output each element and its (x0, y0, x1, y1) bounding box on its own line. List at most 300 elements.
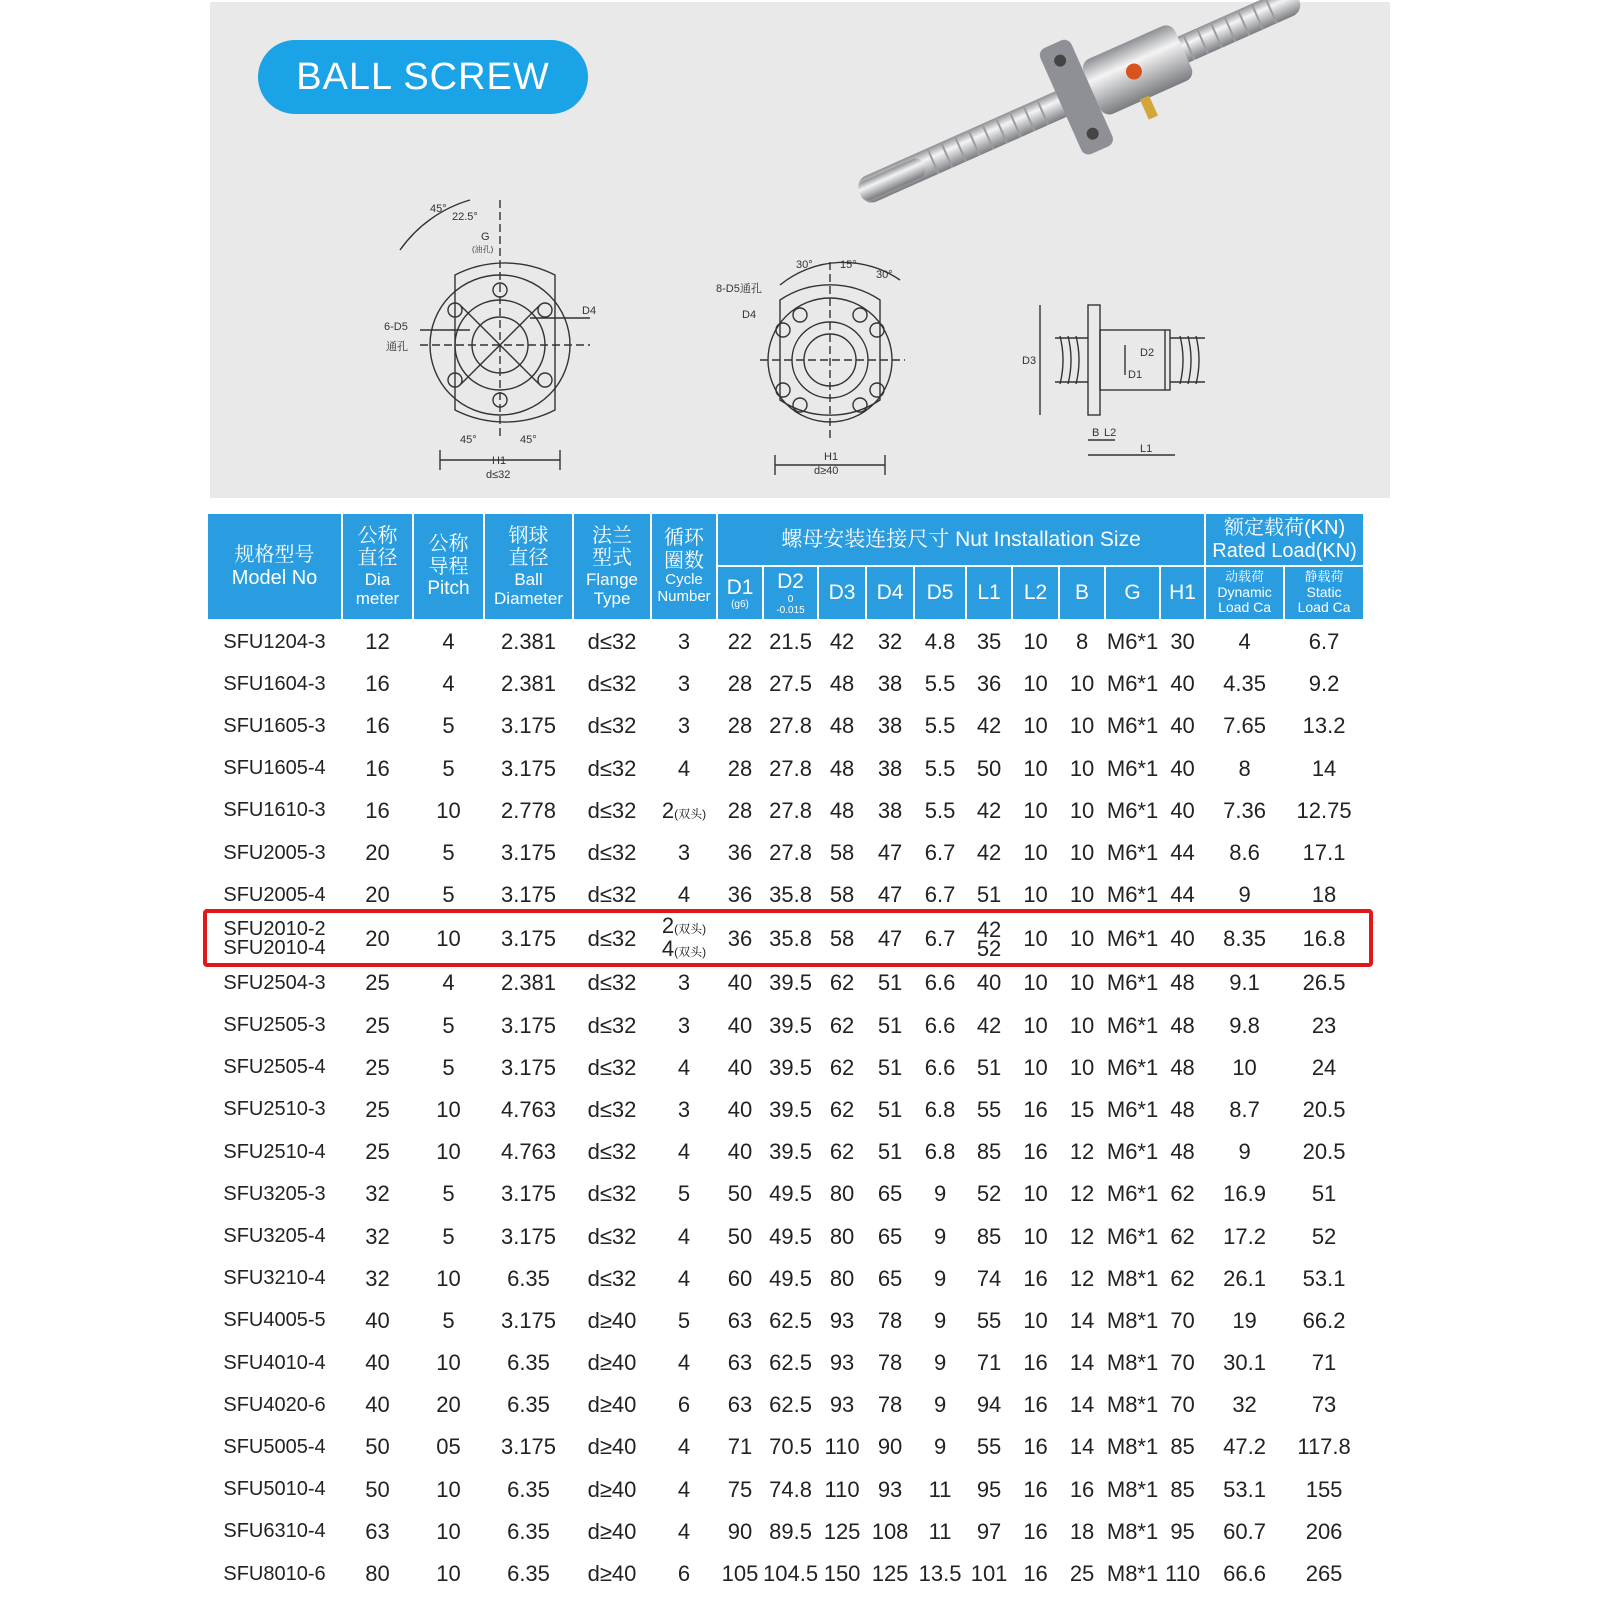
table-cell: 75 (727, 1476, 753, 1502)
table-cell: M8*1 (1106, 1434, 1159, 1460)
table-cell: 95 (1170, 1518, 1195, 1544)
table-cell: 3.175 (500, 713, 557, 739)
table-cell: 51 (976, 882, 1002, 908)
header-text: D1 (726, 575, 754, 599)
model-cell: SFU4010-4 (223, 1351, 326, 1374)
table-cell: M6*1 (1106, 1096, 1159, 1122)
table-cell: 36 (727, 882, 753, 908)
table-cell: 8.6 (1229, 840, 1260, 866)
table-cell: 62 (1170, 1181, 1195, 1207)
table-cell: d≥40 (587, 1307, 637, 1333)
table-row (207, 1131, 1364, 1173)
table-cell: 6.7 (924, 840, 956, 866)
model-cell: SFU2504-3 (223, 971, 326, 994)
table-cell: 38 (877, 755, 903, 781)
table-cell: 49.5 (769, 1265, 812, 1291)
table-row (207, 962, 1364, 1004)
holes-note: 通孔 (386, 341, 408, 353)
table-cell: 3.175 (500, 840, 557, 866)
header-text: Pitch (427, 578, 470, 600)
table-cell: 93 (829, 1392, 855, 1418)
table-cell: 42 (976, 713, 1002, 739)
table-cell: 9 (933, 1223, 947, 1249)
table-cell: d≤32 (587, 840, 637, 866)
table-cell: 4 (677, 1518, 691, 1544)
table-cell: 16 (365, 713, 390, 739)
table-cell: d≤32 (587, 1139, 637, 1165)
table-cell: 10 (1232, 1054, 1257, 1080)
table-cell: 10 (436, 1350, 461, 1376)
table-cell: 51 (877, 1054, 903, 1080)
table-cell: 265 (1305, 1561, 1343, 1587)
table-row (207, 1300, 1364, 1342)
table-cell: 110 (824, 1434, 860, 1460)
table-cell: 5 (442, 840, 455, 866)
table-cell: M8*1 (1106, 1561, 1159, 1587)
table-cell: 35 (976, 629, 1002, 655)
table-cell: 27.5 (769, 671, 812, 697)
table-cell: 150 (823, 1561, 861, 1587)
table-cell: 10 (1023, 1181, 1048, 1207)
table-cell: 28 (727, 797, 753, 823)
table-cell: 65 (877, 1181, 903, 1207)
table-cell: 5.5 (924, 755, 956, 781)
table-row (207, 1384, 1364, 1426)
table-cell: 40 (1170, 713, 1195, 739)
table-cell: 13.5 (918, 1561, 962, 1587)
header-g: G (1105, 566, 1160, 620)
table-cell: 35.8 (769, 882, 812, 908)
table-cell: 6.35 (507, 1518, 550, 1544)
header-model-zh: 规格型号 (234, 544, 315, 567)
table-cell: 05 (436, 1434, 461, 1460)
table-cell: d≥40 (587, 1476, 637, 1502)
table-cell: 20 (365, 840, 390, 866)
table-cell: 62.5 (769, 1350, 812, 1376)
table-cell: 7.65 (1223, 713, 1266, 739)
table-cell: 14 (1069, 1392, 1095, 1418)
header-l2: L2 (1012, 566, 1059, 620)
header-sub: 0 (787, 593, 794, 605)
table-cell: 3.175 (500, 1307, 557, 1333)
b-label: B (1092, 427, 1100, 439)
table-cell: 20 (365, 926, 390, 952)
table-cell: 16 (1023, 1476, 1048, 1502)
table-cell: 4 (677, 1350, 691, 1376)
table-cell: 18 (1311, 882, 1337, 908)
model-cell: SFU2005-3 (223, 841, 326, 864)
table-cell: 3.175 (500, 1223, 557, 1249)
condition-label: d≥40 (814, 465, 839, 477)
table-cell: 13.2 (1302, 713, 1346, 739)
header-text: Dia (364, 569, 391, 589)
table-cell: 39.5 (769, 1012, 812, 1038)
table-cell: 9 (933, 1350, 947, 1376)
table-cell: 52 (976, 1181, 1002, 1207)
table-cell: 58 (829, 840, 855, 866)
header-text: D2 (777, 570, 804, 594)
table-cell: 4 (677, 1139, 691, 1165)
table-cell: 4 (677, 755, 691, 781)
spec-table (206, 512, 1365, 1595)
table-cell: 48 (1170, 1054, 1195, 1080)
table-cell: 20.5 (1302, 1096, 1346, 1122)
table-cell: 25 (365, 1139, 390, 1165)
table-cell: 16 (1023, 1139, 1048, 1165)
table-cell: 42 (829, 629, 855, 655)
table-cell: 3.175 (500, 882, 557, 908)
table-cell: 9 (1238, 1139, 1251, 1165)
table-cell: 32 (365, 1265, 390, 1291)
table-cell: 10 (436, 1518, 461, 1544)
table-cell: 9 (933, 1434, 947, 1460)
table-cell: 6.35 (507, 1561, 550, 1587)
table-cell: 51 (1311, 1181, 1337, 1207)
table-cell: 10 (1023, 1223, 1048, 1249)
table-row (207, 705, 1364, 747)
table-cell: 6.8 (924, 1139, 956, 1165)
table-cell: 25 (1069, 1561, 1095, 1587)
table-cell: 71 (976, 1350, 1002, 1376)
table-cell: 10 (1069, 755, 1095, 781)
table-cell: 25 (365, 970, 390, 996)
table-cell: M6*1 (1106, 1181, 1159, 1207)
table-cell: 47.2 (1223, 1434, 1266, 1460)
table-cell: 66.6 (1223, 1561, 1266, 1587)
table-cell: 6.35 (507, 1265, 550, 1291)
table-cell: 10 (1069, 970, 1095, 996)
header-d2 (763, 566, 818, 620)
header-text: 额定载荷(KN) (1224, 517, 1346, 540)
table-cell: 4.763 (500, 1139, 557, 1165)
table-cell: d≤32 (587, 1223, 637, 1249)
table-cell: 25 (365, 1012, 390, 1038)
table-cell: 40 (365, 1307, 390, 1333)
table-cell: M6*1 (1106, 970, 1159, 996)
table-cell: 74.8 (769, 1476, 812, 1502)
angle-label: 30° (796, 259, 813, 271)
table-cell: 47 (877, 882, 903, 908)
table-cell: 40 (727, 1054, 753, 1080)
model-cell: SFU4005-5 (223, 1309, 326, 1332)
table-cell: d≤32 (587, 1096, 637, 1122)
table-cell: 8.7 (1229, 1096, 1260, 1122)
table-cell: 19 (1232, 1307, 1257, 1333)
table-cell: 40 (727, 1012, 753, 1038)
table-row (207, 663, 1364, 705)
table-cell: 3.175 (500, 1054, 557, 1080)
header-text: Number (657, 587, 711, 605)
header-text: Cycle (665, 571, 703, 589)
table-cell: 70 (1170, 1392, 1195, 1418)
header-text: Flange (586, 569, 638, 589)
table-cell: 11 (928, 1476, 952, 1502)
table-cell: 15 (1069, 1096, 1095, 1122)
table-cell: 28 (727, 755, 753, 781)
table-cell: 4 (677, 1223, 691, 1249)
header-diameter (342, 513, 413, 620)
table-cell: 17.2 (1223, 1223, 1266, 1249)
table-cell: 63 (727, 1350, 753, 1376)
table-cell: M6*1 (1106, 1223, 1159, 1249)
table-cell: 10 (1023, 629, 1048, 655)
table-cell: 28 (727, 713, 753, 739)
table-cell: 85 (1170, 1434, 1195, 1460)
table-cell: 6 (677, 1561, 691, 1587)
table-cell: 16 (1023, 1265, 1048, 1291)
l2-label: L2 (1104, 427, 1117, 439)
table-cell: 62 (829, 1012, 855, 1038)
table-cell: 125 (871, 1561, 909, 1587)
table-cell: 80 (829, 1265, 855, 1291)
table-cell: 32 (365, 1181, 390, 1207)
table-cell: 39.5 (769, 970, 812, 996)
header-text: meter (355, 588, 400, 608)
table-cell: 10 (436, 1096, 461, 1122)
table-cell: 16 (1069, 1476, 1095, 1502)
table-cell: 94 (976, 1392, 1002, 1418)
model-cell: SFU4020-6 (223, 1393, 326, 1416)
h1-label: H1 (492, 455, 507, 467)
ball-screw-photo (836, 0, 1322, 247)
table-cell: 2.381 (500, 671, 557, 697)
table-cell: 16 (1023, 1434, 1048, 1460)
header-text: 公称 (428, 533, 469, 556)
table-cell: 90 (877, 1434, 903, 1460)
table-cell: 3 (677, 671, 691, 697)
table-cell: 63 (727, 1392, 753, 1418)
table-cell: 50 (365, 1476, 390, 1502)
table-cell: 80 (365, 1561, 390, 1587)
table-cell: M6*1 (1106, 671, 1159, 697)
table-cell: 3 (677, 713, 691, 739)
table-cell: 48 (829, 671, 855, 697)
table-cell: 78 (877, 1392, 903, 1418)
table-cell: 16.9 (1223, 1181, 1266, 1207)
table-cell: 5.5 (924, 713, 956, 739)
table-cell: 6.35 (507, 1476, 550, 1502)
table-cell: 10 (1023, 882, 1048, 908)
table-cell: 50 (976, 755, 1002, 781)
header-h1: H1 (1160, 566, 1205, 620)
table-row (207, 790, 1364, 832)
table-cell: 16 (1023, 1518, 1048, 1544)
table-cell: d≥40 (587, 1350, 637, 1376)
table-cell: 44 (1170, 840, 1195, 866)
table-cell: 21.5 (769, 629, 812, 655)
table-cell: 9 (1238, 882, 1251, 908)
table-cell: M8*1 (1106, 1350, 1159, 1376)
table-cell: 62 (829, 1139, 855, 1165)
table-cell: 117.8 (1297, 1434, 1351, 1460)
d2-label: D2 (1140, 347, 1155, 359)
table-cell: 20 (436, 1392, 461, 1418)
table-cell: 30.1 (1223, 1350, 1266, 1376)
header-text: 钢球 (508, 525, 549, 548)
table-cell: 3 (677, 1012, 691, 1038)
table-cell: 17.1 (1302, 840, 1346, 866)
table-cell: 26.1 (1223, 1265, 1266, 1291)
table-cell: 3 (677, 629, 691, 655)
header-d4: D4 (866, 566, 914, 620)
table-cell: 10 (1069, 882, 1095, 908)
table-cell: 9.1 (1229, 970, 1260, 996)
table-cell: 206 (1305, 1518, 1343, 1544)
table-cell: 40 (727, 970, 753, 996)
table-cell: 24 (1311, 1054, 1337, 1080)
table-cell: 42 52 (976, 917, 1002, 962)
model-cell: SFU8010-6 (223, 1562, 326, 1585)
table-cell: 16 (365, 671, 390, 697)
table-cell: 55 (976, 1096, 1002, 1122)
table-cell: 16 (1023, 1392, 1048, 1418)
table-row (207, 1553, 1364, 1595)
table-cell: 2.381 (500, 629, 557, 655)
table-cell: 62 (829, 1054, 855, 1080)
table-cell: 62 (829, 1096, 855, 1122)
table-row (207, 1258, 1364, 1300)
table-cell: M8*1 (1106, 1392, 1159, 1418)
table-cell: 155 (1305, 1476, 1343, 1502)
table-cell: 55 (976, 1307, 1002, 1333)
header-sub: -0.015 (776, 604, 805, 616)
table-cell: d≤32 (587, 755, 637, 781)
table-cell: d≤32 (587, 1054, 637, 1080)
header-text: 循环 (664, 527, 704, 550)
table-cell: 90 (727, 1518, 753, 1544)
header-text: 直径 (508, 547, 549, 570)
table-cell: d≤32 (587, 970, 637, 996)
table-cell: 60.7 (1223, 1518, 1266, 1544)
table-cell: d≤32 (587, 1265, 637, 1291)
table-cell: M6*1 (1106, 1139, 1159, 1165)
model-cell: SFU3210-4 (223, 1267, 326, 1290)
table-cell: 62 (1170, 1265, 1195, 1291)
table-cell: 5.5 (924, 797, 956, 823)
angle-label: 45° (430, 203, 447, 215)
table-row (207, 1511, 1364, 1553)
table-cell: 95 (976, 1476, 1002, 1502)
table-cell: 4 (442, 629, 455, 655)
table-cell: 51 (877, 1139, 903, 1165)
model-cell: SFU1604-3 (223, 672, 326, 695)
flange-drawing-a (400, 200, 590, 470)
header-text: 导程 (428, 555, 469, 578)
table-cell: 63 (727, 1307, 753, 1333)
table-cell: 48 (1170, 1139, 1195, 1165)
table-cell: 10 (1069, 840, 1095, 866)
table-cell: 9 (933, 1181, 947, 1207)
table-cell: 38 (877, 797, 903, 823)
table-cell: 50 (365, 1434, 390, 1460)
table-cell: 27.8 (769, 713, 812, 739)
table-cell: 71 (727, 1434, 753, 1460)
table-cell: 4 (677, 1434, 691, 1460)
table-row (207, 1089, 1364, 1131)
table-row (207, 1005, 1364, 1047)
table-cell: 93 (829, 1350, 855, 1376)
table-cell: 70 (1170, 1307, 1195, 1333)
model-cell: SFU3205-3 (223, 1182, 326, 1205)
model-cell: SFU2505-3 (223, 1014, 326, 1037)
table-cell: 3.175 (500, 1012, 557, 1038)
table-cell: 4 (677, 1265, 691, 1291)
header-text: Load Ca (1218, 599, 1272, 616)
table-cell: 25 (365, 1096, 390, 1122)
table-cell: 6.8 (924, 1096, 956, 1122)
d3-label: D3 (1022, 355, 1037, 367)
table-cell: 2.381 (500, 970, 557, 996)
table-cell: 80 (829, 1223, 855, 1249)
table-cell: M6*1 (1106, 755, 1159, 781)
table-cell: 4 (442, 970, 455, 996)
angle-label: 15° (840, 259, 857, 271)
angle-label: 45° (520, 434, 537, 446)
table-cell: M8*1 (1106, 1307, 1159, 1333)
table-cell: d≥40 (587, 1561, 637, 1587)
header-text: Dynamic (1217, 583, 1272, 600)
condition-label: d≤32 (486, 469, 511, 481)
header-text: Type (593, 588, 631, 608)
d4-label: D4 (582, 305, 597, 317)
table-cell: 60 (727, 1265, 753, 1291)
table-cell: 14 (1069, 1434, 1095, 1460)
table-cell: 78 (877, 1350, 903, 1376)
d4-label: D4 (742, 309, 757, 321)
table-row (207, 832, 1364, 874)
table-cell: 40 (1170, 797, 1195, 823)
table-cell: 5 (442, 755, 455, 781)
table-cell: 36 (727, 840, 753, 866)
table-cell: 48 (829, 713, 855, 739)
d1-label: D1 (1128, 369, 1143, 381)
header-d3: D3 (818, 566, 866, 620)
table-cell: 8 (1075, 629, 1089, 655)
table-cell: 40 (1170, 755, 1195, 781)
table-cell: 93 (829, 1307, 855, 1333)
table-cell: 6.7 (924, 882, 956, 908)
table-cell: 35.8 (769, 926, 812, 952)
table-cell: 5 (442, 1307, 455, 1333)
table-cell: 38 (877, 671, 903, 697)
model-cell: SFU2005-4 (223, 883, 326, 906)
table-cell: 7.36 (1223, 797, 1266, 823)
header-text: 圈数 (664, 549, 704, 572)
table-cell: 20 (365, 882, 390, 908)
header-nut-installation: 螺母安装连接尺寸 Nut Installation Size (717, 513, 1205, 566)
header-d5: D5 (914, 566, 966, 620)
table-cell: M8*1 (1106, 1476, 1159, 1502)
table-cell: 40 (727, 1139, 753, 1165)
header-pitch (413, 513, 484, 620)
model-cell: SFU1610-3 (223, 799, 326, 822)
header-ball-diameter (484, 513, 573, 620)
table-cell: 51 (877, 1096, 903, 1122)
table-cell: 42 (976, 1012, 1002, 1038)
table-cell: d≤32 (587, 629, 637, 655)
table-cell: 48 (1170, 1012, 1195, 1038)
table-cell: 48 (829, 797, 855, 823)
angle-label: 45° (460, 434, 477, 446)
header-text: Load Ca (1297, 599, 1351, 616)
table-cell: 62 (829, 970, 855, 996)
table-cell: 10 (1023, 1054, 1048, 1080)
table-cell: M6*1 (1106, 926, 1159, 952)
model-cell: SFU2510-4 (223, 1140, 326, 1163)
table-cell: 51 (877, 1012, 903, 1038)
table-cell: 10 (1023, 713, 1048, 739)
header-cycle-number (651, 513, 717, 620)
